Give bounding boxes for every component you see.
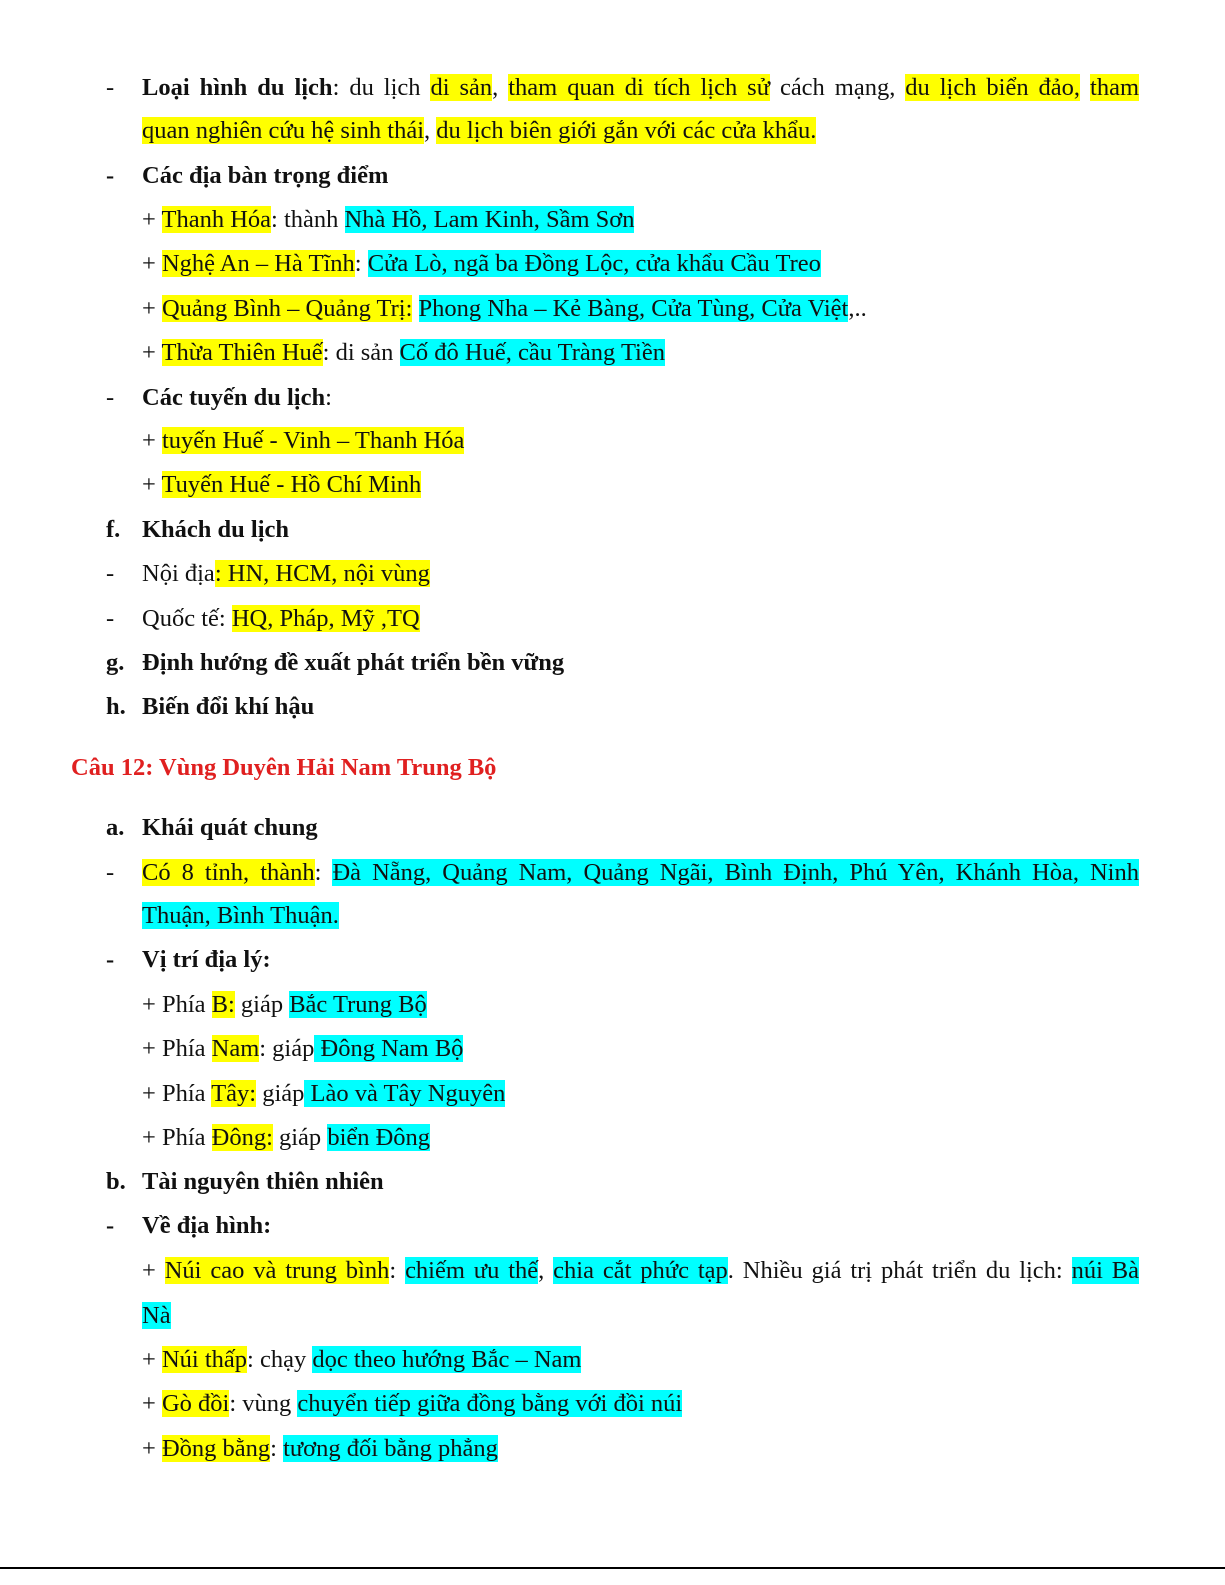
text-run (412, 295, 418, 322)
bold-text: Biến đổi khí hậu (142, 693, 315, 720)
line-text (142, 1033, 463, 1065)
text-run: + Phía (142, 991, 212, 1018)
text-line (0, 1166, 1225, 1200)
text-run: + (142, 427, 162, 454)
list-marker: g. (106, 649, 125, 676)
line-text (142, 944, 271, 976)
text-run: + (142, 1390, 162, 1417)
line-text (142, 248, 821, 280)
list-marker: f. (106, 516, 121, 543)
text-line (0, 1078, 1225, 1112)
line-text (142, 1433, 498, 1465)
text-run: Câu 12: Vùng Duyên Hải Nam Trung Bộ (71, 754, 497, 781)
line-text (142, 1122, 430, 1154)
list-marker: - (106, 74, 115, 101)
line-text (142, 514, 289, 546)
highlight-yellow: Tây: (211, 1080, 257, 1107)
line-text (142, 857, 1139, 889)
highlight-yellow: B: (211, 991, 235, 1018)
bold-text: Định hướng đề xuất phát triển bền vững (142, 649, 565, 676)
line-text (142, 337, 665, 369)
text-run: : (325, 384, 332, 411)
highlight-cyan: Cố đô Huế, cầu Tràng Tiền (399, 339, 665, 366)
text-run: : (314, 859, 333, 886)
text-run: + (142, 1346, 162, 1373)
list-marker: - (106, 560, 115, 587)
text-line (0, 514, 1225, 548)
text-run: cách mạng, (769, 74, 906, 101)
text-line (0, 900, 1225, 934)
highlight-cyan: Nhà Hồ, Lam Kinh, Sầm Sơn (344, 206, 635, 233)
text-line (0, 1255, 1225, 1289)
highlight-yellow: di sản (430, 74, 493, 101)
highlight-yellow: : HN, HCM, nội vùng (214, 560, 430, 587)
text-line (0, 1388, 1225, 1422)
bold-text: Loại hình du lịch (142, 74, 333, 101)
bold-text: Các địa bàn trọng điểm (142, 162, 389, 189)
text-line (0, 1210, 1225, 1244)
line-text (142, 1255, 1139, 1287)
heading-text (71, 752, 496, 784)
text-line (0, 1300, 1225, 1334)
text-run: , (424, 117, 437, 144)
text-line (0, 115, 1225, 149)
text-line (0, 160, 1225, 194)
highlight-cyan: Đông Nam Bộ (314, 1035, 464, 1062)
text-run: Nội địa (142, 560, 215, 587)
text-line (0, 857, 1225, 891)
line-text (142, 989, 427, 1021)
line-text (142, 425, 464, 457)
highlight-yellow: Gò đồi (161, 1390, 230, 1417)
text-run: , (538, 1257, 554, 1284)
text-run: : du lịch (332, 74, 431, 101)
highlight-yellow: du lịch biên giới gắn với các cửa khẩu. (436, 117, 817, 144)
list-marker: - (106, 605, 115, 632)
line-text (142, 382, 332, 414)
highlight-cyan: Nà (142, 1302, 171, 1329)
highlight-cyan: núi Bà (1071, 1257, 1140, 1284)
bold-text: Vị trí địa lý: (142, 946, 271, 973)
line-text (142, 647, 564, 679)
highlight-yellow: tuyến Huế - Vinh – Thanh Hóa (161, 427, 465, 454)
highlight-yellow: Núi thấp (161, 1346, 248, 1373)
highlight-cyan: Lào và Tây Nguyên (304, 1080, 506, 1107)
text-line (0, 812, 1225, 846)
text-run: . Nhiều giá trị phát triển du lịch: (727, 1257, 1072, 1284)
text-line (0, 204, 1225, 238)
highlight-yellow: quan nghiên cứu hệ sinh thái (142, 117, 425, 144)
highlight-yellow: Đông: (211, 1124, 273, 1151)
section-heading (0, 752, 1225, 786)
text-line (0, 944, 1225, 978)
list-marker: - (106, 859, 115, 886)
line-text (142, 1166, 384, 1198)
text-run: : vùng (229, 1390, 298, 1417)
highlight-yellow: Thanh Hóa (161, 206, 272, 233)
line-text (142, 204, 634, 236)
text-line (0, 72, 1225, 106)
highlight-yellow: du lịch biển đảo, (905, 74, 1081, 101)
text-run: : (389, 1257, 406, 1284)
highlight-yellow: HQ, Pháp, Mỹ ,TQ (231, 605, 420, 632)
list-marker: b. (106, 1168, 126, 1195)
text-run: + (142, 295, 162, 322)
line-text (142, 1388, 682, 1420)
text-line (0, 603, 1225, 637)
text-run (1080, 74, 1090, 101)
text-run: + Phía (142, 1124, 212, 1151)
highlight-cyan: Thuận, Bình Thuận. (142, 902, 339, 929)
line-text (142, 160, 388, 192)
line-text (142, 900, 339, 932)
bold-text: Khách du lịch (142, 516, 290, 543)
highlight-yellow: Nghệ An – Hà Tĩnh (161, 250, 355, 277)
text-line (0, 382, 1225, 416)
text-line (0, 647, 1225, 681)
line-text (142, 469, 421, 501)
highlight-yellow: tham quan di tích lịch sử (508, 74, 770, 101)
text-line (0, 989, 1225, 1023)
text-run: : (270, 1435, 284, 1462)
bold-text: Về địa hình: (142, 1212, 272, 1239)
line-text (142, 72, 1139, 104)
highlight-yellow: Có 8 tỉnh, thành (142, 859, 315, 886)
line-text (142, 115, 816, 147)
text-run: : thành (271, 206, 345, 233)
highlight-yellow: Quảng Bình – Quảng Trị: (161, 295, 413, 322)
highlight-cyan: chia cắt phức tạp (553, 1257, 728, 1284)
text-run: : di sản (322, 339, 400, 366)
text-line (0, 1122, 1225, 1156)
highlight-cyan: chiếm ưu thế (405, 1257, 539, 1284)
list-marker: - (106, 1212, 115, 1239)
text-run: : chạy (247, 1346, 313, 1373)
list-marker: - (106, 946, 115, 973)
text-run: + (142, 250, 162, 277)
highlight-yellow: Tuyến Huế - Hồ Chí Minh (161, 471, 422, 498)
highlight-cyan: dọc theo hướng Bắc – Nam (312, 1346, 582, 1373)
text-run: , (492, 74, 509, 101)
line-text (142, 293, 867, 325)
text-run: giáp (234, 991, 290, 1018)
text-run: ,.. (848, 295, 867, 322)
line-text (142, 1344, 581, 1376)
line-text (142, 812, 318, 844)
highlight-yellow: Núi cao và trung bình (164, 1257, 390, 1284)
list-marker: - (106, 384, 115, 411)
highlight-yellow: Thừa Thiên Huế (161, 339, 323, 366)
text-run: + (142, 1435, 162, 1462)
highlight-cyan: Bắc Trung Bộ (289, 991, 427, 1018)
highlight-cyan: Cửa Lò, ngã ba Đồng Lộc, cửa khẩu Cầu Treo (367, 250, 821, 277)
highlight-cyan: biển Đông (327, 1124, 431, 1151)
line-text (142, 1300, 171, 1332)
text-line (0, 1344, 1225, 1378)
line-text (142, 558, 430, 590)
line-text (142, 1210, 271, 1242)
highlight-cyan: Đà Nẵng, Quảng Nam, Quảng Ngãi, Bình Định, Phú Yên, Khánh Hòa, Ninh (332, 859, 1139, 886)
list-marker: a. (106, 814, 125, 841)
text-line (0, 425, 1225, 459)
page-bottom-rule (0, 1567, 1225, 1569)
line-text (142, 691, 314, 723)
line-text (142, 603, 420, 635)
text-run: : (354, 250, 368, 277)
text-run: + (142, 206, 162, 233)
list-marker: h. (106, 693, 126, 720)
text-line (0, 691, 1225, 725)
bold-text: Tài nguyên thiên nhiên (142, 1168, 384, 1195)
text-line (0, 1033, 1225, 1067)
text-run: giáp (272, 1124, 328, 1151)
text-run: Quốc tế: (142, 605, 232, 632)
highlight-cyan: chuyển tiếp giữa đồng bằng với đồi núi (297, 1390, 683, 1417)
highlight-cyan: Phong Nha – Kẻ Bàng, Cửa Tùng, Cửa Việt (418, 295, 849, 322)
text-run: : giáp (259, 1035, 315, 1062)
highlight-yellow: tham (1090, 74, 1140, 101)
text-run: giáp (256, 1080, 305, 1107)
text-run: + Phía (142, 1080, 212, 1107)
bold-text: Khái quát chung (142, 814, 318, 841)
text-run: + Phía (142, 1035, 212, 1062)
text-line (0, 1433, 1225, 1467)
text-run: + (142, 339, 162, 366)
text-line (0, 293, 1225, 327)
list-marker: - (106, 162, 115, 189)
text-run: + (142, 1257, 165, 1284)
text-line (0, 558, 1225, 592)
text-line (0, 248, 1225, 282)
highlight-yellow: Nam (211, 1035, 260, 1062)
bold-text: Các tuyến du lịch (142, 384, 326, 411)
line-text (142, 1078, 505, 1110)
highlight-cyan: tương đối bằng phẳng (283, 1435, 498, 1462)
highlight-yellow: Đồng bằng (161, 1435, 271, 1462)
text-line (0, 337, 1225, 371)
text-line (0, 469, 1225, 503)
text-run: + (142, 471, 162, 498)
